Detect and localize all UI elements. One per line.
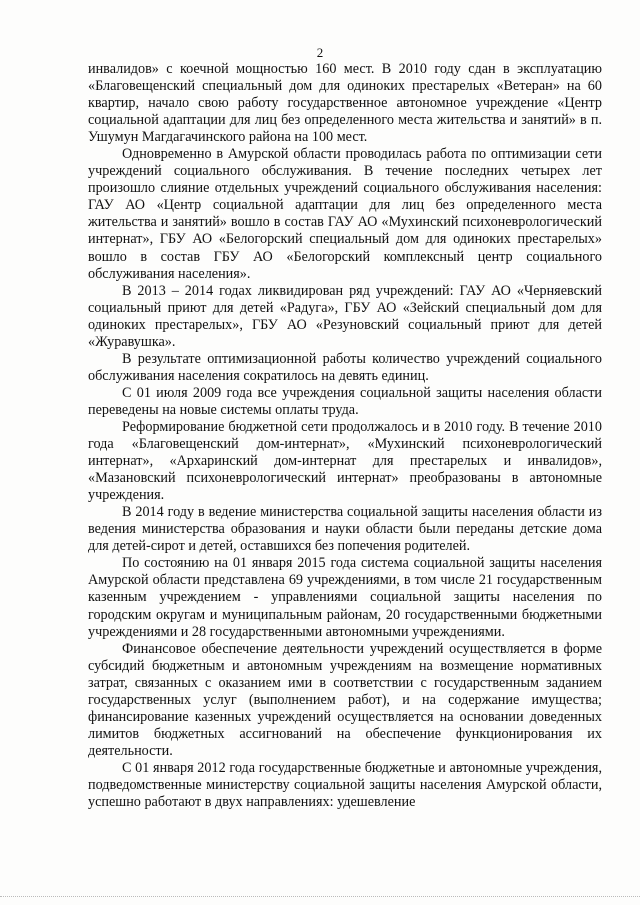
paragraph-9: Финансовое обеспечение деятельности учреждений осуществляется в форме субсидий бюджетным и автономным учреждениям на возмещение нормативных затрат, связанных с оказанием ими в соответствии с государственным заданием государственных услуг (выполнением работ), и на содержание имущества; финансирование казенных учреждений осуществляется на основании доведенных лимитов бюджетных ассигнований на обеспечение функционирования их деятельности. <box>88 640 602 759</box>
page-number: 2 <box>316 45 324 60</box>
paragraph-4: В результате оптимизационной работы количество учреждений социального обслуживания населения сократилось на девять единиц. <box>88 350 602 384</box>
paragraph-2: Одновременно в Амурской области проводилась работа по оптимизации сети учреждений социального обслуживания. В течение последних четырех лет произошло слияние отдельных учреждений социального обслуживания населения: ГАУ АО «Центр социальной адаптации для лиц без определенного места жительства и занятий» вошло в состав ГАУ АО «Мухинский психоневрологический интернат», ГБУ АО «Белогорский специальный дом для одиноких престарелых» вошло в состав ГБУ АО «Белогорский комплексный центр социального обслуживания населения». <box>88 146 602 282</box>
paragraph-6: Реформирование бюджетной сети продолжалось и в 2010 году. В течение 2010 года «Благовещенский дом-интернат», «Мухинский психоневрологический интернат», «Архаринский дом-интернат для престарелых и инвалидов», «Мазановский психоневрологический интернат» преобразованы в автономные учреждения. <box>88 418 602 504</box>
paragraph-5: С 01 июля 2009 года все учреждения социальной защиты населения области переведены на новые системы оплаты труда. <box>88 384 602 418</box>
scan-edge-divider <box>0 896 640 899</box>
paragraph-8: По состоянию на 01 января 2015 года система социальной защиты населения Амурской области представлена 69 учреждениями, в том числе 21 государственным казенным учреждением - управлениями социальной защиты населения по городским округам и муниципальным районам, 20 государственными бюджетными учреждениями и 28 государственными автономными учреждениями. <box>88 555 602 640</box>
paragraph-1: инвалидов» с коечной мощностью 160 мест. В 2010 году сдан в эксплуатацию «Благовещенский специальный дом для одиноких престарелых «Ветеран» на 60 квартир, начало свою работу государственное автономное учреждение «Центр социальной адаптации для лиц без определенного места жительства и занятий» в п. Ушумун Магдагачинского района на 100 мест. <box>88 61 602 146</box>
paragraph-3: В 2013 – 2014 годах ликвидирован ряд учреждений: ГАУ АО «Черняевский социальный приют для детей «Радуга», ГБУ АО «Зейский специальный дом для одиноких престарелых», ГБУ АО «Резуновский социальный приют для детей «Журавушка». <box>88 282 602 350</box>
document-body <box>88 61 602 811</box>
paragraph-7: В 2014 году в ведение министерства социальной защиты населения области из ведения министерства образования и науки области были переданы детские дома для детей-сирот и детей, оставшихся без попечения родителей. <box>88 504 602 555</box>
paragraph-10: С 01 января 2012 года государственные бюджетные и автономные учреждения, подведомственные министерству социальной защиты населения Амурской области, успешно работают в двух направлениях: удешевление <box>88 759 602 811</box>
